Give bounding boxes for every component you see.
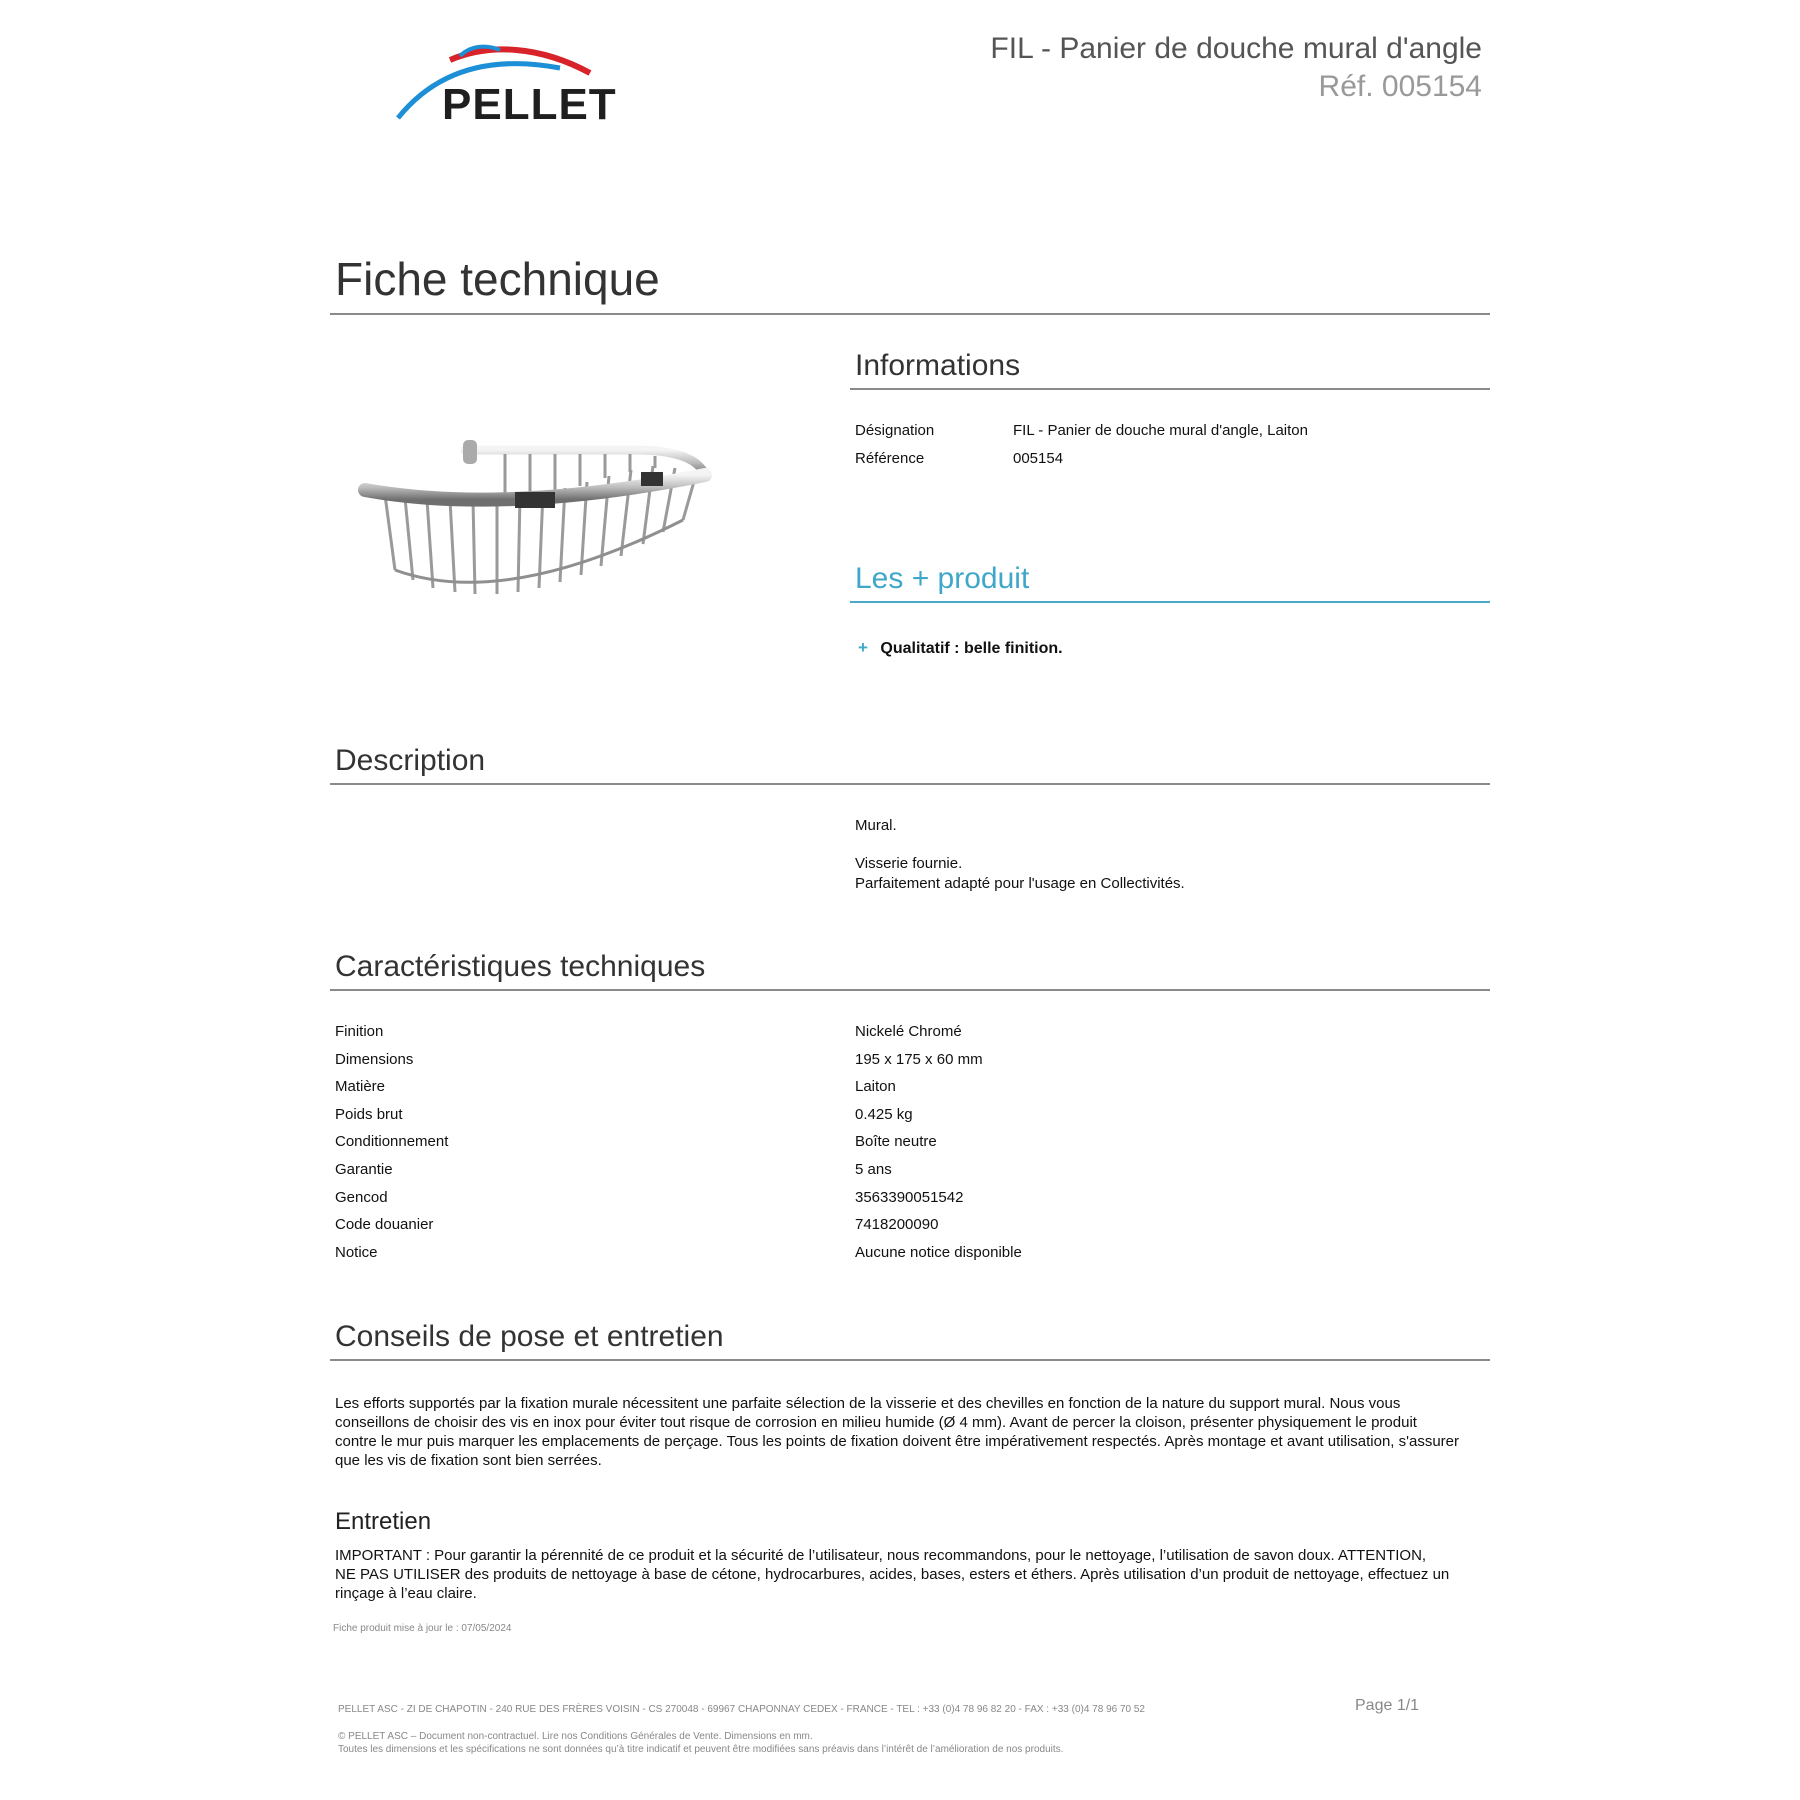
product-image (355, 420, 715, 620)
spec-value: 3563390051542 (855, 1188, 964, 1206)
footer-legal-1: © PELLET ASC – Document non-contractuel. Lire nos Conditions Générales de Vente. Dimensions en mm. (338, 1731, 813, 1742)
shower-basket-icon (355, 420, 715, 620)
spec-value: Boîte neutre (855, 1133, 937, 1151)
caracteristiques-divider (330, 989, 1490, 991)
footer-address: PELLET ASC - ZI DE CHAPOTIN - 240 RUE DES FRÈRES VOISIN - CS 270048 - 69967 CHAPONNAY CEDEX - FRANCE - TEL : +33 (0)4 78 96 82 20 - FAX : +33 (0)4 78 96 70 52 (338, 1704, 1145, 1715)
conseils-heading: Conseils de pose et entretien (335, 1320, 724, 1353)
product-reference: Réf. 005154 (1318, 70, 1482, 103)
page-title: Fiche technique (335, 253, 660, 305)
caracteristiques-heading: Caractéristiques techniques (335, 950, 706, 983)
info-label-reference: Référence (855, 450, 925, 467)
description-line-3: Parfaitement adapté pour l'usage en Collectivités. (855, 875, 1185, 892)
les-plus-heading: Les + produit (855, 562, 1030, 595)
plus-icon: + (858, 638, 868, 657)
update-date: Fiche produit mise à jour le : 07/05/2024 (333, 1623, 512, 1634)
description-line-1: Mural. (855, 817, 897, 834)
description-heading: Description (335, 744, 486, 777)
les-plus-item (858, 638, 1063, 658)
informations-heading: Informations (855, 349, 1021, 382)
entretien-heading: Entretien (335, 1508, 432, 1535)
footer-legal-2: Toutes les dimensions et les spécifications ne sont données qu’à titre indicatif et peuvent être modifiées sans préavis dans l’intérêt de l’amélioration de nos produits. (338, 1744, 1064, 1755)
spec-value: Laiton (855, 1078, 896, 1096)
entretien-line: IMPORTANT : Pour garantir la pérennité de ce produit et la sécurité de l’utilisateur, nous recommandons, pour le nettoyage, l’utilisation de savon doux. ATTENTION, (335, 1547, 1427, 1564)
page-number: Page 1/1 (1355, 1697, 1420, 1714)
informations-table (855, 422, 1475, 482)
spec-label: Code douanier (335, 1216, 434, 1234)
info-value-reference: 005154 (1013, 450, 1064, 467)
spec-label: Finition (335, 1023, 384, 1040)
description-line-2: Visserie fournie. (855, 855, 963, 872)
spec-label: Conditionnement (335, 1133, 449, 1151)
info-value-designation: FIL - Panier de douche mural d'angle, Laiton (1013, 422, 1308, 439)
entretien-line: NE PAS UTILISER des produits de nettoyage à base de cétone, hydrocarbures, acides, bases, esters et éthers. Après utilisation d’un produit de nettoyage, effectuez un (335, 1566, 1450, 1583)
info-label-designation: Désignation (855, 422, 935, 439)
conseils-paragraph (335, 1394, 1495, 1470)
les-plus-divider (850, 601, 1490, 603)
spec-label: Matière (335, 1078, 386, 1096)
spec-value: 195 x 175 x 60 mm (855, 1050, 983, 1068)
conseils-line: contre le mur puis marquer les emplacements de perçage. Tous les points de fixation doivent être impérativement respectés. Après montage et avant utilisation, s'assurer (335, 1433, 1459, 1450)
les-plus-item-text: Qualitatif : belle finition. (880, 640, 1063, 657)
conseils-line: Les efforts supportés par la fixation murale nécessitent une parfaite sélection de la visserie et des chevilles en fonction de la nature du support mural. Nous vous (335, 1395, 1401, 1412)
spec-value: 0.425 kg (855, 1105, 913, 1123)
informations-divider (850, 388, 1490, 390)
spec-label: Garantie (335, 1161, 393, 1178)
spec-value: 5 ans (855, 1161, 892, 1178)
spec-label: Gencod (335, 1188, 388, 1206)
conseils-line: conseillons de choisir des vis en inox pour éviter tout risque de corrosion en milieu humide (Ø 4 mm). Avant de percer la cloison, présenter physiquement le produit (335, 1414, 1417, 1431)
logo-wordmark: PELLET (442, 80, 617, 129)
entretien-paragraph (335, 1546, 1495, 1603)
conseils-divider (330, 1359, 1490, 1361)
spec-value: 7418200090 (855, 1216, 939, 1234)
conseils-line: que les vis de fixation sont bien serrées. (335, 1452, 602, 1469)
title-divider (330, 313, 1490, 315)
spec-label: Dimensions (335, 1050, 414, 1068)
spec-value: Aucune notice disponible (855, 1243, 1022, 1261)
spec-label: Notice (335, 1243, 378, 1261)
pellet-logo (390, 38, 650, 128)
description-divider (330, 783, 1490, 785)
spec-value: Nickelé Chromé (855, 1023, 962, 1040)
product-title: FIL - Panier de douche mural d'angle (990, 32, 1482, 65)
spec-label: Poids brut (335, 1105, 403, 1123)
entretien-line: rinçage à l’eau claire. (335, 1585, 477, 1602)
caracteristiques-table (335, 1023, 1485, 1273)
